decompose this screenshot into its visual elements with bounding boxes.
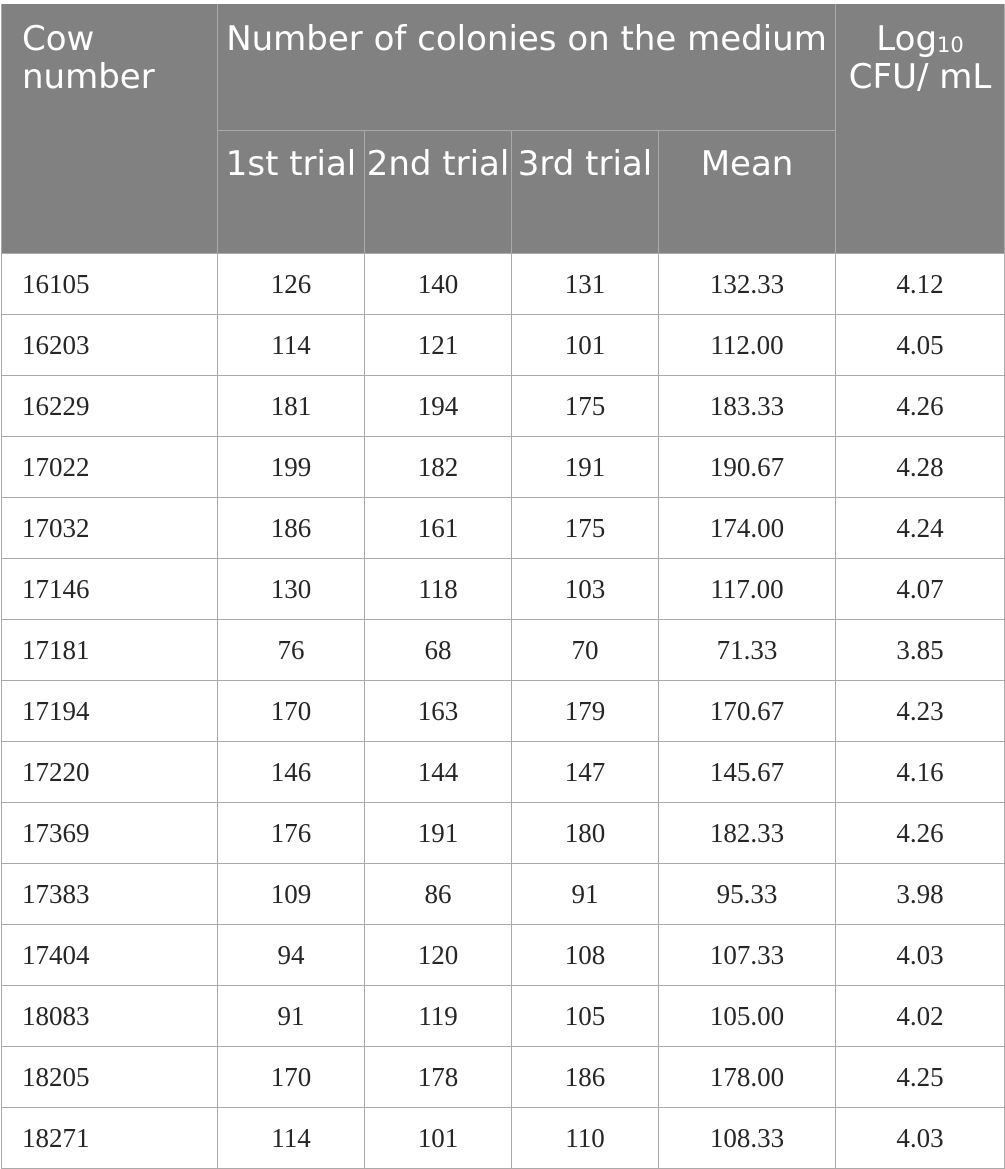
trial-1-cell: 94 (218, 925, 365, 986)
mean-cell: 71.33 (659, 620, 836, 681)
trial-2-cell: 144 (365, 742, 512, 803)
mean-cell: 117.00 (659, 559, 836, 620)
trial-1-cell: 199 (218, 437, 365, 498)
trial-1-cell: 126 (218, 254, 365, 315)
table-row (2, 925, 1005, 986)
table-row (2, 1047, 1005, 1108)
mean-cell: 105.00 (659, 986, 836, 1047)
cow-number-cell: 18205 (2, 1047, 218, 1108)
mean-cell: 108.33 (659, 1108, 836, 1169)
table-row (2, 254, 1005, 315)
log-cfu-cell: 4.03 (836, 925, 1005, 986)
header-log-cfu (836, 4, 1005, 254)
header-log-unit: CFU/ mL (848, 57, 992, 97)
log-cfu-cell: 3.85 (836, 620, 1005, 681)
trial-3-cell: 70 (512, 620, 659, 681)
log-cfu-cell: 4.03 (836, 1108, 1005, 1169)
trial-2-cell: 191 (365, 803, 512, 864)
trial-3-cell: 101 (512, 315, 659, 376)
trial-3-cell: 179 (512, 681, 659, 742)
cow-number-cell: 17032 (2, 498, 218, 559)
log-cfu-cell: 4.25 (836, 1047, 1005, 1108)
log-cfu-cell: 3.98 (836, 864, 1005, 925)
cow-number-cell: 17146 (2, 559, 218, 620)
cow-number-cell: 17194 (2, 681, 218, 742)
trial-2-cell: 140 (365, 254, 512, 315)
table-row (2, 559, 1005, 620)
mean-cell: 132.33 (659, 254, 836, 315)
trial-3-cell: 103 (512, 559, 659, 620)
trial-3-cell: 105 (512, 986, 659, 1047)
trial-1-cell: 114 (218, 1108, 365, 1169)
log-cfu-cell: 4.24 (836, 498, 1005, 559)
trial-3-cell: 186 (512, 1047, 659, 1108)
trial-1-cell: 170 (218, 681, 365, 742)
trial-3-cell: 108 (512, 925, 659, 986)
cow-number-cell: 16203 (2, 315, 218, 376)
trial-1-cell: 91 (218, 986, 365, 1047)
cow-number-cell: 17404 (2, 925, 218, 986)
cow-number-cell: 17369 (2, 803, 218, 864)
trial-2-cell: 118 (365, 559, 512, 620)
trial-1-cell: 109 (218, 864, 365, 925)
log-cfu-cell: 4.02 (836, 986, 1005, 1047)
trial-2-cell: 194 (365, 376, 512, 437)
trial-3-cell: 180 (512, 803, 659, 864)
trial-1-cell: 114 (218, 315, 365, 376)
trial-1-cell: 170 (218, 1047, 365, 1108)
cow-number-cell: 17383 (2, 864, 218, 925)
trial-3-cell: 147 (512, 742, 659, 803)
trial-2-cell: 120 (365, 925, 512, 986)
trial-3-cell: 175 (512, 376, 659, 437)
log-cfu-cell: 4.23 (836, 681, 1005, 742)
cow-number-cell: 16229 (2, 376, 218, 437)
trial-2-cell: 101 (365, 1108, 512, 1169)
trial-2-cell: 163 (365, 681, 512, 742)
log-cfu-cell: 4.28 (836, 437, 1005, 498)
trial-1-cell: 186 (218, 498, 365, 559)
table-row (2, 986, 1005, 1047)
mean-cell: 174.00 (659, 498, 836, 559)
cow-number-cell: 16105 (2, 254, 218, 315)
table-row (2, 437, 1005, 498)
table-row (2, 620, 1005, 681)
log-cfu-cell: 4.12 (836, 254, 1005, 315)
table-header (2, 4, 1005, 254)
trial-1-cell: 76 (218, 620, 365, 681)
header-trial-1: 1st trial (218, 131, 365, 254)
mean-cell: 107.33 (659, 925, 836, 986)
trial-3-cell: 131 (512, 254, 659, 315)
trial-2-cell: 178 (365, 1047, 512, 1108)
trial-3-cell: 191 (512, 437, 659, 498)
table-row (2, 681, 1005, 742)
mean-cell: 178.00 (659, 1047, 836, 1108)
trial-2-cell: 182 (365, 437, 512, 498)
trial-3-cell: 110 (512, 1108, 659, 1169)
trial-3-cell: 91 (512, 864, 659, 925)
cow-number-cell: 17220 (2, 742, 218, 803)
table-row (2, 1108, 1005, 1169)
trial-1-cell: 176 (218, 803, 365, 864)
trial-2-cell: 121 (365, 315, 512, 376)
table-row (2, 864, 1005, 925)
mean-cell: 145.67 (659, 742, 836, 803)
log-cfu-cell: 4.16 (836, 742, 1005, 803)
trial-1-cell: 181 (218, 376, 365, 437)
table-row (2, 803, 1005, 864)
header-log-main: Log (876, 19, 938, 59)
mean-cell: 190.67 (659, 437, 836, 498)
table-body (2, 254, 1005, 1169)
trial-2-cell: 119 (365, 986, 512, 1047)
trial-1-cell: 130 (218, 559, 365, 620)
log-cfu-cell: 4.07 (836, 559, 1005, 620)
trial-2-cell: 86 (365, 864, 512, 925)
mean-cell: 183.33 (659, 376, 836, 437)
trial-3-cell: 175 (512, 498, 659, 559)
log-cfu-cell: 4.05 (836, 315, 1005, 376)
cow-number-cell: 17022 (2, 437, 218, 498)
log-cfu-cell: 4.26 (836, 376, 1005, 437)
colony-count-table (1, 4, 1005, 1169)
cow-number-cell: 18083 (2, 986, 218, 1047)
trial-1-cell: 146 (218, 742, 365, 803)
mean-cell: 95.33 (659, 864, 836, 925)
table-row (2, 742, 1005, 803)
table-row (2, 498, 1005, 559)
table-row (2, 315, 1005, 376)
cow-number-cell: 17181 (2, 620, 218, 681)
header-log-subscript: 10 (937, 33, 964, 57)
mean-cell: 170.67 (659, 681, 836, 742)
log-cfu-cell: 4.26 (836, 803, 1005, 864)
header-trial-2: 2nd trial (365, 131, 512, 254)
header-cow-number: Cow number (2, 4, 218, 254)
header-mean: Mean (659, 131, 836, 254)
mean-cell: 182.33 (659, 803, 836, 864)
cow-number-cell: 18271 (2, 1108, 218, 1169)
trial-2-cell: 68 (365, 620, 512, 681)
mean-cell: 112.00 (659, 315, 836, 376)
trial-2-cell: 161 (365, 498, 512, 559)
header-colonies-group: Number of colonies on the medium (218, 4, 836, 131)
table-row (2, 376, 1005, 437)
header-trial-3: 3rd trial (512, 131, 659, 254)
